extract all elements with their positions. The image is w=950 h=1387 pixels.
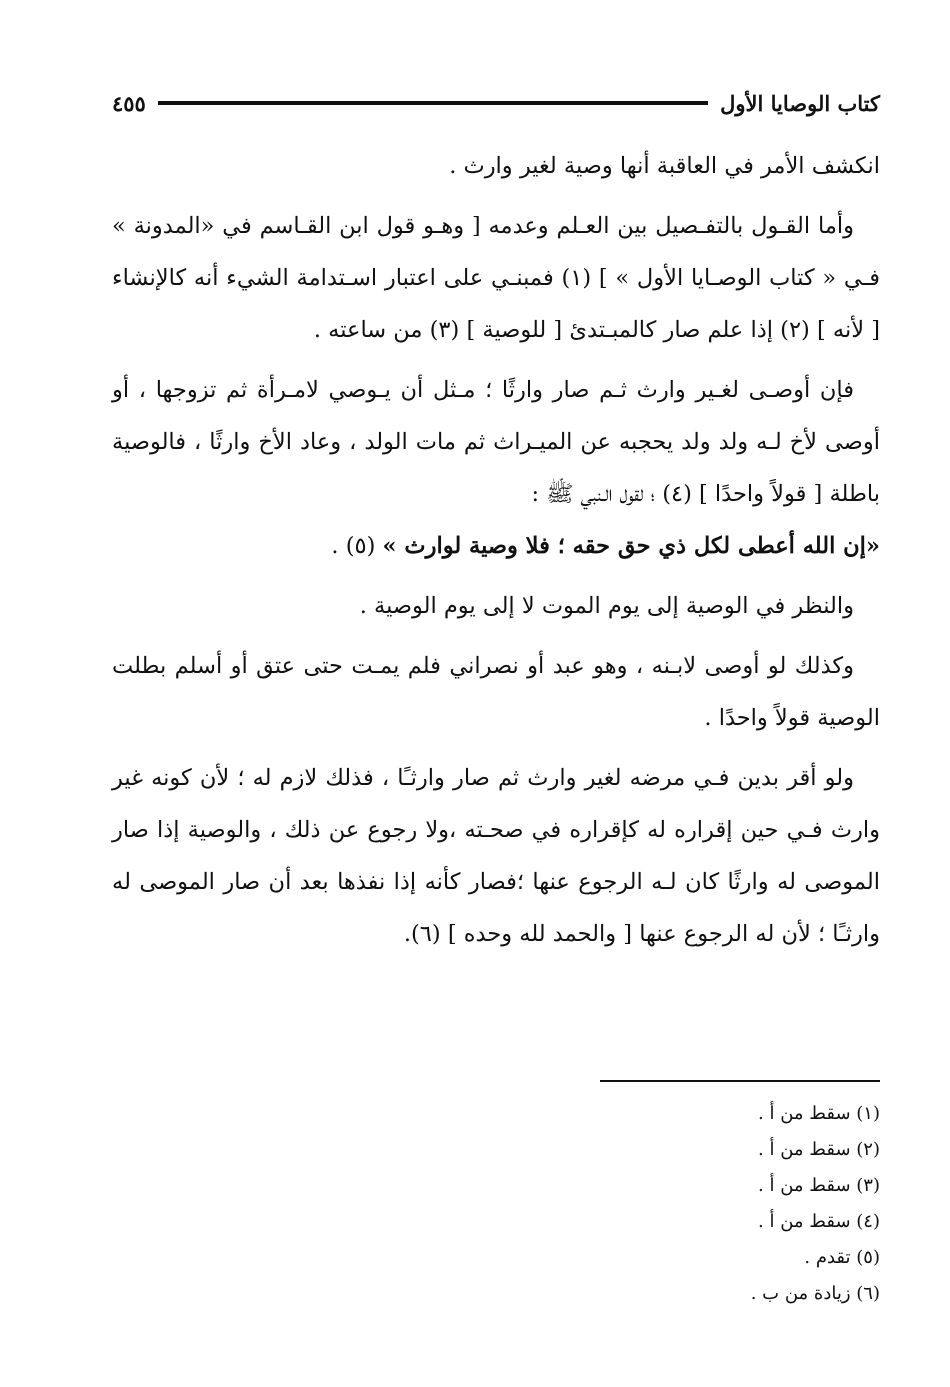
- running-title: كتاب الوصايا الأول: [720, 90, 880, 116]
- hadith-quote: «إن الله أعطى لكل ذي حق حقه ؛ فلا وصية لوارث »: [382, 533, 880, 559]
- footnote-4: (٤) سقط من أ .: [758, 1211, 880, 1232]
- paragraph-1: انكشف الأمر في العاقبة أنها وصية لغير وارث .: [449, 153, 880, 179]
- page-header: [112, 88, 880, 118]
- paragraph-3-text: فإن أوصـى لغـير وارث ثـم صار وارثًا ؛ مـثل أن يـوصي لامـرأة ثم تزوجها ، أو أوصى لأخ لـه ولد ولد يحجبه عن الميـراث ثم مات الولد ، وعاد الأخ وارثًا ، فالوصية باطلة [ قولاً واحدًا ] (٤) ؛ لقول الـنبي ﷺ :: [112, 377, 880, 507]
- footnote-5: (٥) تقدم .: [804, 1247, 880, 1268]
- footnote-2: (٢) سقط من أ .: [758, 1139, 880, 1160]
- footnote-separator: [600, 1080, 880, 1082]
- header-rule: [158, 101, 708, 105]
- footnote-1: (١) سقط من أ .: [758, 1103, 880, 1124]
- footnotes: [500, 1096, 880, 1312]
- page-number: ٤٥٥: [112, 90, 146, 116]
- footnote-3: (٣) سقط من أ .: [758, 1175, 880, 1196]
- paragraph-2: وأما القـول بالتفـصيل بين العـلم وعدمه [ وهـو قول ابن القـاسم في «المدونة » فـي « كتاب الوصـايا الأول » ] (١) فمبنـي على اعتبار اسـتدامة الشيء أنه كالإنشاء [ لأنه ] (٢) إذا علم صار كالمبـتدئ [ للوصية ] (٣) من ساعته .: [112, 213, 880, 343]
- paragraph-5: وكذلك لو أوصى لابـنه ، وهو عبد أو نصراني فلم يمـت حتى عتق أو أسلم بطلت الوصية قولاً واحدًا .: [112, 653, 880, 731]
- paragraph-3: [112, 364, 880, 572]
- footnote-6: (٦) زيادة من ب .: [750, 1283, 880, 1304]
- paragraph-6: ولو أقر بدين فـي مرضه لغير وارث ثم صار وارثـًا ، فذلك لازم له ؛ لأن كونه غير وارث فـي حين إقراره له كإقراره في صحـته ،ولا رجوع عن ذلك ، والوصية إذا صار الموصى له وارثًا كان لـه الرجوع عنها ؛فصار كأنه إذا نفذها بعد أن صار الموصى له وارثـًا ؛ لأن له الرجوع عنها [ والحمد لله وحده ] (٦).: [112, 765, 880, 947]
- paragraph-4: والنظر في الوصية إلى يوم الموت لا إلى يوم الوصية .: [359, 593, 854, 619]
- main-text: [112, 140, 880, 968]
- hadith-footnote-marker: (٥) .: [331, 533, 383, 559]
